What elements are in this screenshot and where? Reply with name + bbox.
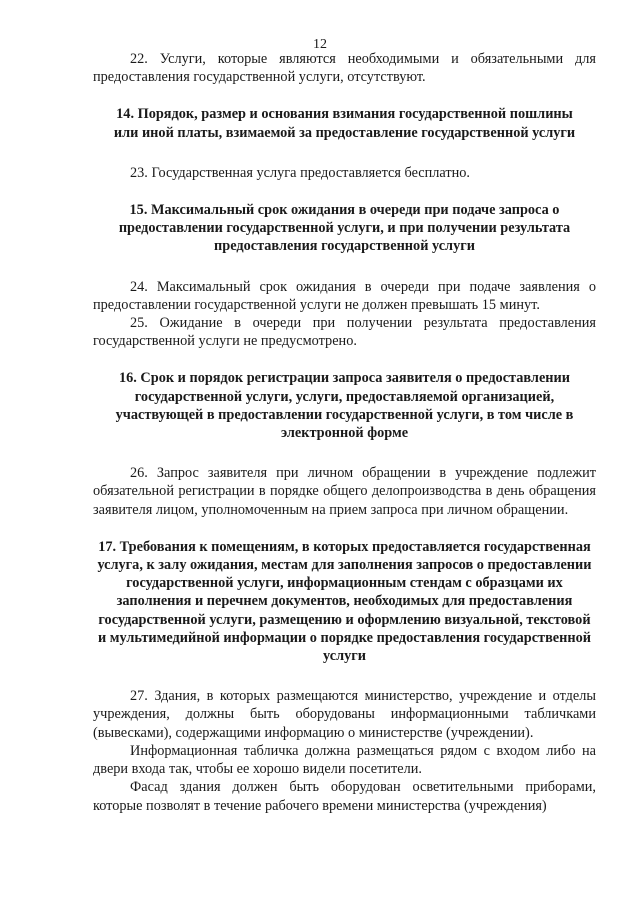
heading-section-14: 14. Порядок, размер и основания взимания государственной пошлины или иной платы, взимаемой за предоставление государственной услуги [113,106,576,141]
paragraph-27-facade: Фасад здания должен быть оборудован осветительными приборами, которые позволят в течение рабочего времени министерства (учреждения) [93,779,596,814]
page-number: 12 [313,37,327,52]
page-content [93,50,596,815]
paragraph-27-signage: Информационная табличка должна размещаться рядом с входом либо на двери входа так, чтобы ее хорошо видели посетители. [93,742,596,778]
paragraph-27: 27. Здания, в которых размещаются министерство, учреждение и отделы учреждения, должны быть оборудованы информационными табличками (вывесками), содержащими информацию о министерстве (учреждении). [93,688,596,741]
heading-section-16: 16. Срок и порядок регистрации запроса заявителя о предоставлении государственной услуги, услуги, предоставляемой организацией, участвующей в предоставлении государственной услуги, в том числе в электронной форме [115,370,574,442]
heading-section-15: 15. Максимальный срок ожидания в очереди при подаче запроса о предоставлении государственной услуги, и при получении результата предоставления государственной услуги [118,202,571,255]
paragraph-23: 23. Государственная услуга предоставляется бесплатно. [130,164,470,181]
paragraph-22: 22. Услуги, которые являются необходимыми и обязательными для предоставления государственной услуги, отсутствуют. [93,51,596,86]
paragraph-24: 24. Максимальный срок ожидания в очереди при подаче заявления о предоставлении государственной услуги не должен превышать 15 минут. [93,278,596,313]
heading-section-17: 17. Требования к помещениям, в которых предоставляется государственная услуга, к залу ожидания, местам для заполнения запросов о предоставлении государственной услуги, информационным стендам с образцами их заполнения и перечнем документов, необходимых для предоставления государственной услуги, размещению и оформлению визуальной, текстовой и мультимедийной информации о порядке предоставления государственной услуги [97,538,592,665]
paragraph-26: 26. Запрос заявителя при личном обращении в учреждение подлежит обязательной регистрации в порядке общего делопроизводства в день обращения заявителя лицом, уполномоченным на прием запроса при личном обращении. [93,465,596,518]
paragraph-25: 25. Ожидание в очереди при получении результата предоставления государственной услуги не предусмотрено. [93,315,596,350]
